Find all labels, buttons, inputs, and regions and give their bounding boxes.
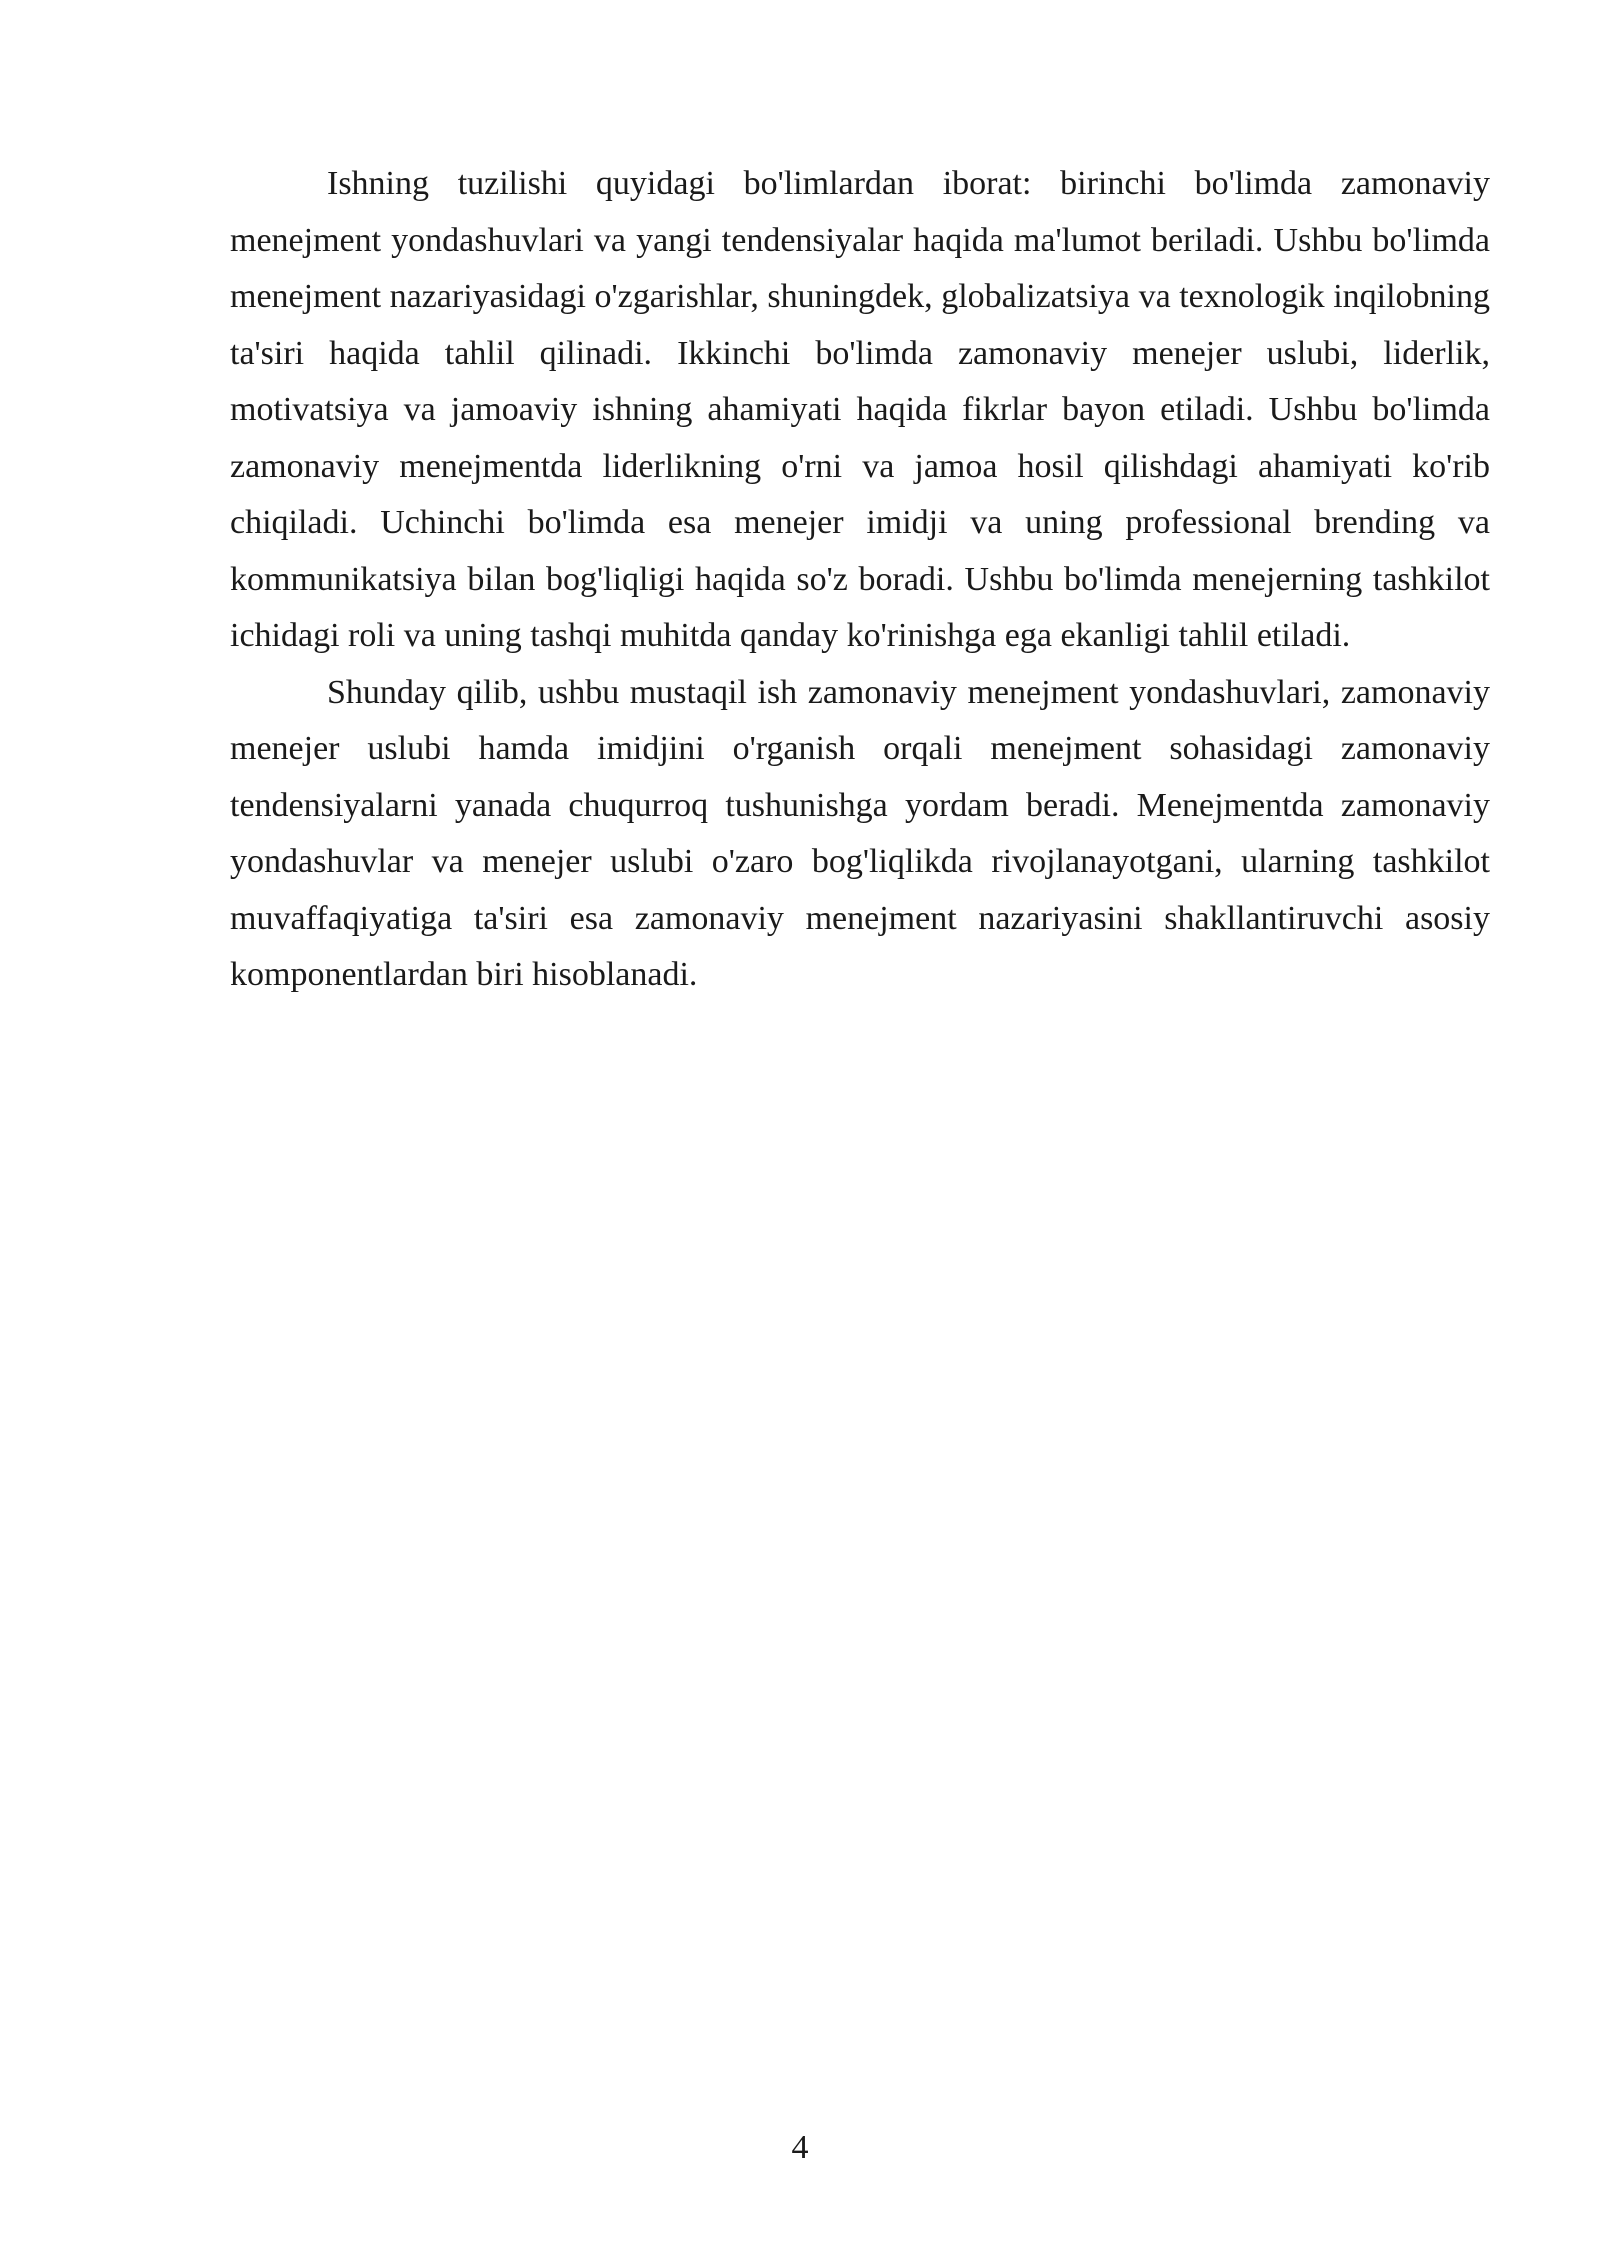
body-text [230, 156, 1490, 1004]
paragraph-conclusion: Shunday qilib, ushbu mustaqil ish zamonaviy menejment yondashuvlari, zamonaviy menejer uslubi hamda imidjini o'rganish orqali menejment sohasidagi zamonaviy tendensiyalarni yanada chuqurroq tushunishga yordam beradi. Menejmentda zamonaviy yondashuvlar va menejer uslubi o'zaro bog'liqlikda rivojlanayotgani, ularning tashkilot muvaffaqiyatiga ta'siri esa zamonaviy menejment nazariyasini shakllantiruvchi asosiy komponentlardan biri hisoblanadi. [230, 673, 1490, 993]
paragraph-structure: Ishning tuzilishi quyidagi bo'limlardan iborat: birinchi bo'limda zamonaviy menejment yondashuvlari va yangi tendensiyalar haqida ma'lumot beriladi. Ushbu bo'limda menejment nazariyasidagi o'zgarishlar, shuningdek, globalizatsiya va texnologik inqilobning ta'siri haqida tahlil qilinadi. Ikkinchi bo'limda zamonaviy menejer uslubi, liderlik, motivatsiya va jamoaviy ishning ahamiyati haqida fikrlar bayon etiladi. Ushbu bo'limda zamonaviy menejmentda liderlikning o'rni va jamoa hosil qilishdagi ahamiyati ko'rib chiqiladi. Uchinchi bo'limda esa menejer imidji va uning professional brending va kommunikatsiya bilan bog'liqligi haqida so'z boradi. Ushbu bo'limda menejerning tashkilot ichidagi roli va uning tashqi muhitda qanday ko'rinishga ega ekanligi tahlil etiladi. [230, 165, 1490, 654]
page-number: 4 [791, 2129, 809, 2166]
